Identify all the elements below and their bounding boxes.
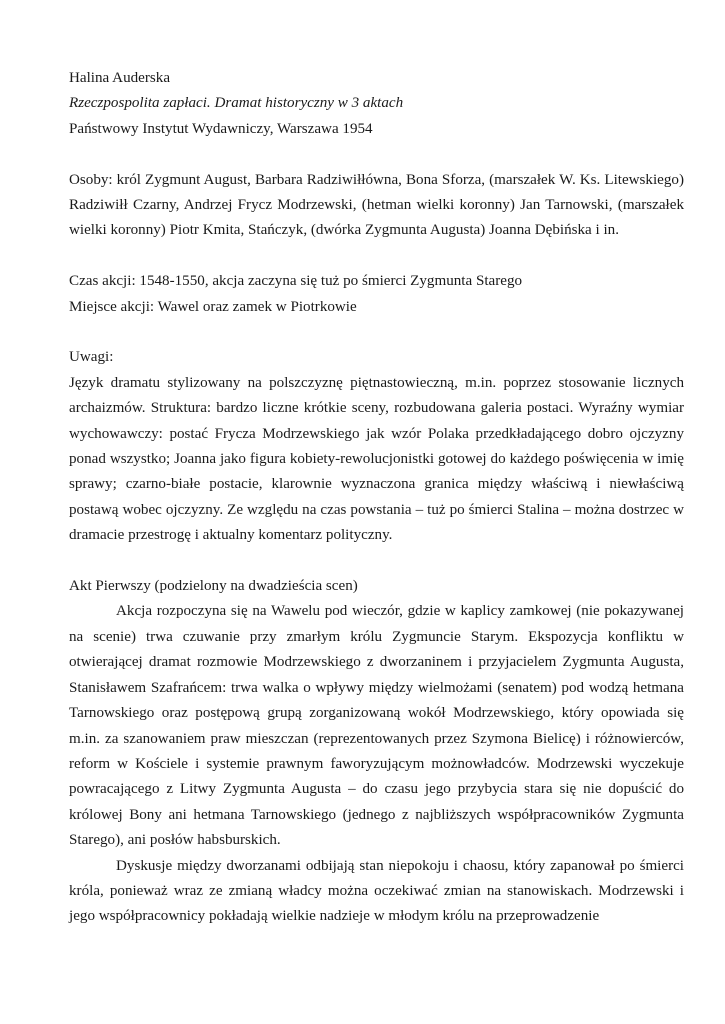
- place-of-action: Miejsce akcji: Wawel oraz zamek w Piotrkowie: [69, 298, 357, 315]
- document-page: [69, 66, 684, 930]
- act-one-paragraph-1: Akcja rozpoczyna się na Wawelu pod wieczór, gdzie w kaplicy zamkowej (nie pokazywanej na scenie) trwa czuwanie przy zmarłym królu Zygmuncie Starym. Ekspozycja konfliktu w otwierającej dramat rozmowie Modrzewskiego z dworzaninem i przyjacielem Zygmunta Augusta, Stanisławem Szafrańcem: trwa walka o wpływy między wielmożami (senatem) pod wodzą hetmana Tarnowskiego oraz postępową grupą zorganizowaną wokół Modrzewskiego, który opowiada się m.in. za szanowaniem praw mieszczan (reprezentowanych przez Szymona Bielicę) i różnowierców, reform w Kościele i systemie prawnym faworyzującym możnowładców. Modrzewski wyczekuje powracającego z Litwy Zygmunta Augusta – do czasu jego przybycia stara się nie dopuścić do królowej Bony ani hetmana Tarnowskiego (jednego z najbliższych współpracowników Zygmunta Starego), ani posłów habsburskich.: [69, 603, 684, 849]
- spacer: [69, 549, 684, 574]
- spacer: [69, 320, 684, 345]
- book-title: Rzeczpospolita zapłaci. Dramat historyczny w 3 aktach: [69, 95, 404, 112]
- act-one-heading: Akt Pierwszy (podzielony na dwadzieścia scen): [69, 578, 358, 595]
- notes-heading: Uwagi:: [69, 349, 114, 366]
- act-one-paragraph-2: Dyskusje między dworzanami odbijają stan niepokoju i chaosu, który zapanował po śmierci króla, ponieważ wraz ze zmianą władcy można oczekiwać zmian na stanowiskach. Modrzewski i jego współpracownicy pokładają wielkie nadzieje w młodym królu na przeprowadzenie: [69, 857, 684, 925]
- characters-paragraph: Osoby: król Zygmunt August, Barbara Radziwiłłówna, Bona Sforza, (marszałek W. Ks. Litewskiego) Radziwiłł Czarny, Andrzej Frycz Modrzewski, (hetman wielki koronny) Jan Tarnowski, (marszałek wielki koronny) Piotr Kmita, Stańczyk, (dwórka Zygmunta Augusta) Joanna Dębińska i in.: [69, 171, 684, 239]
- spacer: [69, 142, 684, 167]
- time-of-action: Czas akcji: 1548-1550, akcja zaczyna się tuż po śmierci Zygmunta Starego: [69, 273, 523, 290]
- publisher-line: Państwowy Instytut Wydawniczy, Warszawa 1954: [69, 120, 373, 137]
- notes-paragraph: Język dramatu stylizowany na polszczyznę piętnastowieczną, m.in. poprzez stosowanie licznych archaizmów. Struktura: bardzo liczne krótkie sceny, rozbudowana galeria postaci. Wyraźny wymiar wychowawczy: postać Frycza Modrzewskiego jak wzór Polaka przedkładającego dobro ojczyzny ponad wszystko; Joanna jako figura kobiety-rewolucjonistki gotowej do każdego poświęcenia w imię sprawy; czarno-białe postacie, klarownie wyznaczona granica między właściwą i niewłaściwą postawą wobec ojczyzny. Ze względu na czas powstania – tuż po śmierci Stalina – można dostrzec w dramacie przestrogę i aktualny komentarz polityczny.: [69, 374, 684, 544]
- spacer: [69, 244, 684, 269]
- author-line: Halina Auderska: [69, 70, 171, 86]
